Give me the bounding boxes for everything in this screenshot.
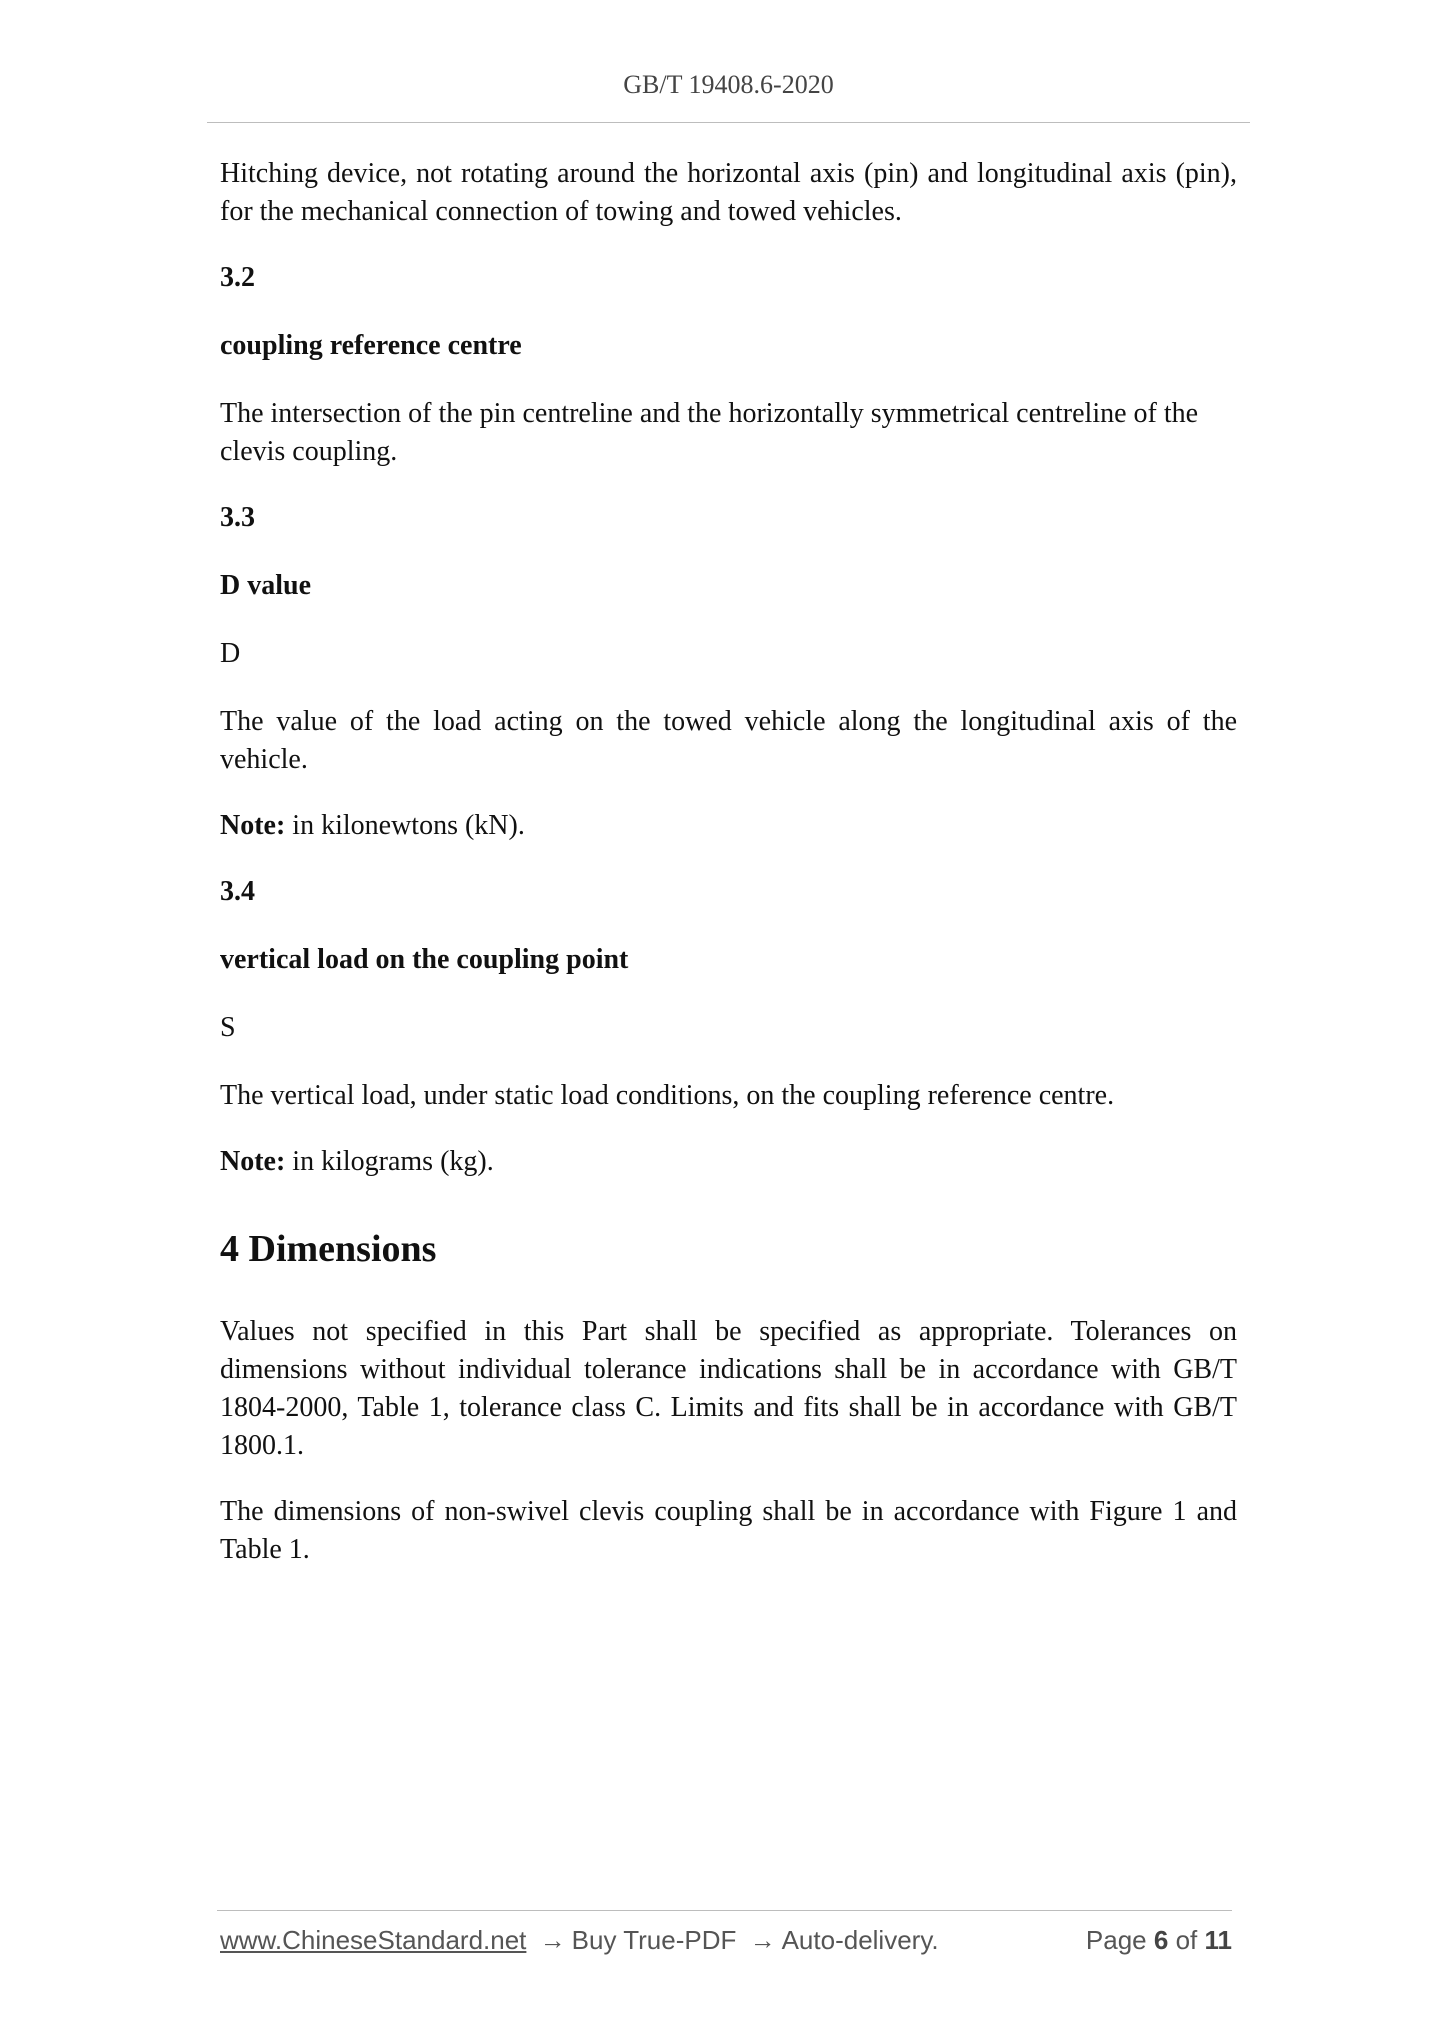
clause-3-3-symbol: D xyxy=(220,638,241,669)
current-page-number: 6 xyxy=(1153,1925,1169,1955)
page-footer xyxy=(220,1925,1232,1956)
page-indicator xyxy=(1086,1925,1232,1956)
header-divider xyxy=(207,122,1250,123)
page-of-word: of xyxy=(1175,1925,1198,1955)
clause-3-2-number: 3.2 xyxy=(220,262,255,293)
section-4-paragraph-2: The dimensions of non-swivel clevis coupling shall be in accordance with Figure 1 and Table 1. xyxy=(220,1496,1237,1565)
site-link[interactable]: www.ChineseStandard.net xyxy=(220,1925,527,1955)
clause-3-3-term: D value xyxy=(220,570,311,601)
clause-3-3-number: 3.3 xyxy=(220,502,255,533)
auto-delivery-text: Auto-delivery. xyxy=(781,1925,939,1955)
note-label: Note: xyxy=(220,810,286,841)
total-page-number: 11 xyxy=(1204,1925,1232,1955)
document-id-header: GB/T 19408.6-2020 xyxy=(623,70,834,99)
section-4-heading: 4 Dimensions xyxy=(220,1228,437,1270)
footer-promo xyxy=(220,1925,939,1956)
clause-3-1-definition: Hitching device, not rotating around the horizontal axis (pin) and longitudinal axis (pin), for the mechanical connection of towing and towed vehicles. xyxy=(220,158,1237,227)
clause-3-4-number: 3.4 xyxy=(220,876,255,907)
section-4-paragraph-1: Values not specified in this Part shall be specified as appropriate. Tolerances on dimensions without individual tolerance indications shall be in accordance with GB/T 1804-2000, Table 1, tolerance class C. Limits and fits shall be in accordance with GB/T 1800.1. xyxy=(220,1316,1237,1461)
clause-3-3-note xyxy=(220,807,1237,845)
clause-3-4-symbol: S xyxy=(220,1012,236,1043)
note-label: Note: xyxy=(220,1146,286,1177)
footer-divider xyxy=(217,1910,1232,1911)
arrow-right-icon: → xyxy=(749,1925,776,1955)
clause-3-4-note xyxy=(220,1143,1237,1181)
note-text: in kilonewtons (kN). xyxy=(285,810,525,841)
clause-3-4-term: vertical load on the coupling point xyxy=(220,944,629,975)
buy-true-pdf-text: Buy True-PDF xyxy=(571,1925,737,1955)
page-word: Page xyxy=(1085,1925,1147,1955)
arrow-right-icon: → xyxy=(539,1925,566,1955)
clause-3-3-definition: The value of the load acting on the towed vehicle along the longitudinal axis of the vehicle. xyxy=(220,706,1237,775)
clause-3-4-definition: The vertical load, under static load conditions, on the coupling reference centre. xyxy=(220,1080,1115,1111)
note-text: in kilograms (kg). xyxy=(285,1146,494,1177)
clause-3-2-term: coupling reference centre xyxy=(220,330,522,361)
clause-3-2-definition: The intersection of the pin centreline and the horizontally symmetrical centreline of the clevis coupling. xyxy=(220,398,1199,467)
document-body xyxy=(220,155,1237,1597)
